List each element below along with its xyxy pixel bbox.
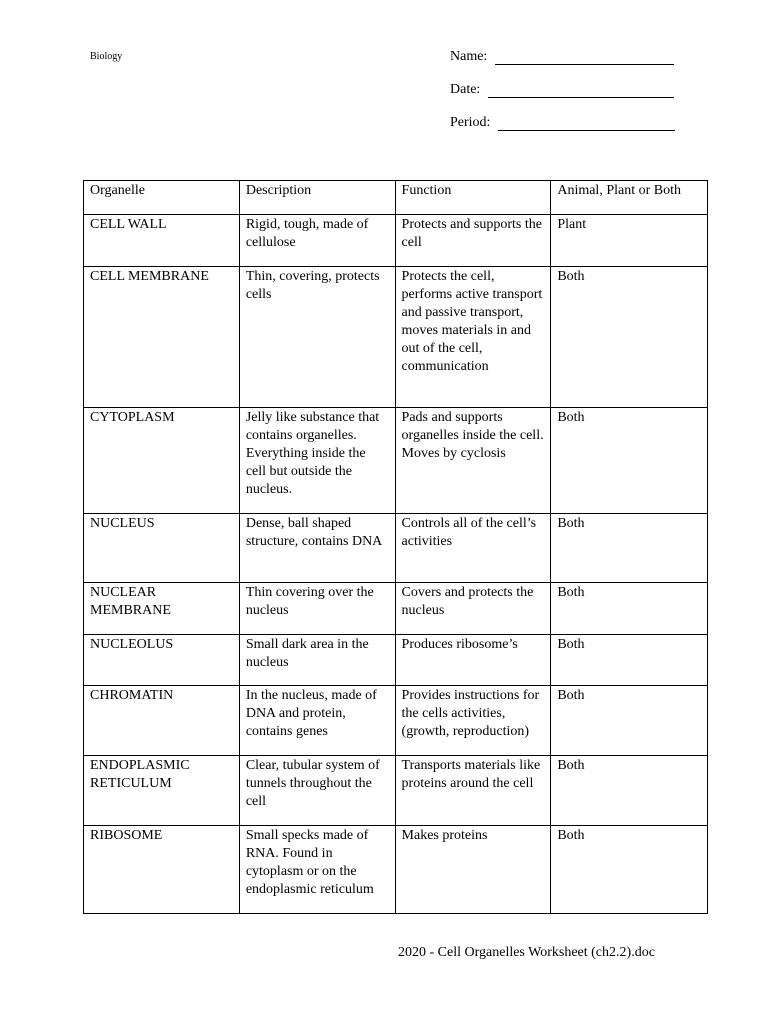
cell-type: Both xyxy=(551,583,708,635)
date-field xyxy=(450,80,674,98)
cell-description: Dense, ball shaped structure, contains DNA xyxy=(239,514,395,583)
table-row xyxy=(84,583,708,635)
period-blank-line xyxy=(498,116,675,131)
cell-function: Produces ribosome’s xyxy=(395,635,551,686)
cell-organelle: CYTOPLASM xyxy=(84,408,240,514)
table-row xyxy=(84,267,708,408)
table-row xyxy=(84,756,708,826)
cell-function: Protects and supports the cell xyxy=(395,215,551,267)
cell-description: Rigid, tough, made of cellulose xyxy=(239,215,395,267)
cell-description: Small specks made of RNA. Found in cytoplasm or on the endoplasmic reticulum xyxy=(239,826,395,914)
column-header-organelle: Organelle xyxy=(84,181,240,215)
period-field xyxy=(450,113,675,131)
cell-organelle: ENDOPLASMIC RETICULUM xyxy=(84,756,240,826)
name-label: Name: xyxy=(450,49,488,64)
cell-function: Provides instructions for the cells activities, (growth, reproduction) xyxy=(395,686,551,756)
cell-organelle: NUCLEUS xyxy=(84,514,240,583)
cell-description: Jelly like substance that contains organelles. Everything inside the cell but outside the nucleus. xyxy=(239,408,395,514)
footer-filename: 2020 - Cell Organelles Worksheet (ch2.2).doc xyxy=(398,945,655,960)
cell-function: Pads and supports organelles inside the cell. Moves by cyclosis xyxy=(395,408,551,514)
cell-organelle: RIBOSOME xyxy=(84,826,240,914)
organelle-table xyxy=(83,180,708,914)
date-label: Date: xyxy=(450,82,481,97)
table-row xyxy=(84,408,708,514)
cell-type: Both xyxy=(551,514,708,583)
cell-type: Both xyxy=(551,267,708,408)
table-header-row xyxy=(84,181,708,215)
cell-function: Protects the cell, performs active transport and passive transport, moves materials in and out of the cell, communication xyxy=(395,267,551,408)
subject-label: Biology xyxy=(90,51,123,62)
period-label: Period: xyxy=(450,115,491,130)
name-field xyxy=(450,47,674,65)
column-header-function: Function xyxy=(395,181,551,215)
cell-type: Both xyxy=(551,756,708,826)
name-blank-line xyxy=(495,50,674,65)
table-row xyxy=(84,826,708,914)
column-header-type: Animal, Plant or Both xyxy=(551,181,708,215)
cell-type: Both xyxy=(551,408,708,514)
cell-function: Transports materials like proteins around the cell xyxy=(395,756,551,826)
cell-organelle: CELL MEMBRANE xyxy=(84,267,240,408)
cell-function: Makes proteins xyxy=(395,826,551,914)
table-row xyxy=(84,686,708,756)
cell-organelle: CELL WALL xyxy=(84,215,240,267)
cell-function: Covers and protects the nucleus xyxy=(395,583,551,635)
cell-description: Thin covering over the nucleus xyxy=(239,583,395,635)
cell-type: Both xyxy=(551,635,708,686)
cell-description: Small dark area in the nucleus xyxy=(239,635,395,686)
cell-function: Controls all of the cell’s activities xyxy=(395,514,551,583)
date-blank-line xyxy=(488,83,674,98)
cell-description: Thin, covering, protects cells xyxy=(239,267,395,408)
cell-description: In the nucleus, made of DNA and protein, contains genes xyxy=(239,686,395,756)
cell-type: Both xyxy=(551,686,708,756)
cell-type: Plant xyxy=(551,215,708,267)
cell-type: Both xyxy=(551,826,708,914)
cell-organelle: CHROMATIN xyxy=(84,686,240,756)
table-row xyxy=(84,215,708,267)
table-row xyxy=(84,514,708,583)
column-header-description: Description xyxy=(239,181,395,215)
cell-description: Clear, tubular system of tunnels throughout the cell xyxy=(239,756,395,826)
cell-organelle: NUCLEAR MEMBRANE xyxy=(84,583,240,635)
table-row xyxy=(84,635,708,686)
cell-organelle: NUCLEOLUS xyxy=(84,635,240,686)
